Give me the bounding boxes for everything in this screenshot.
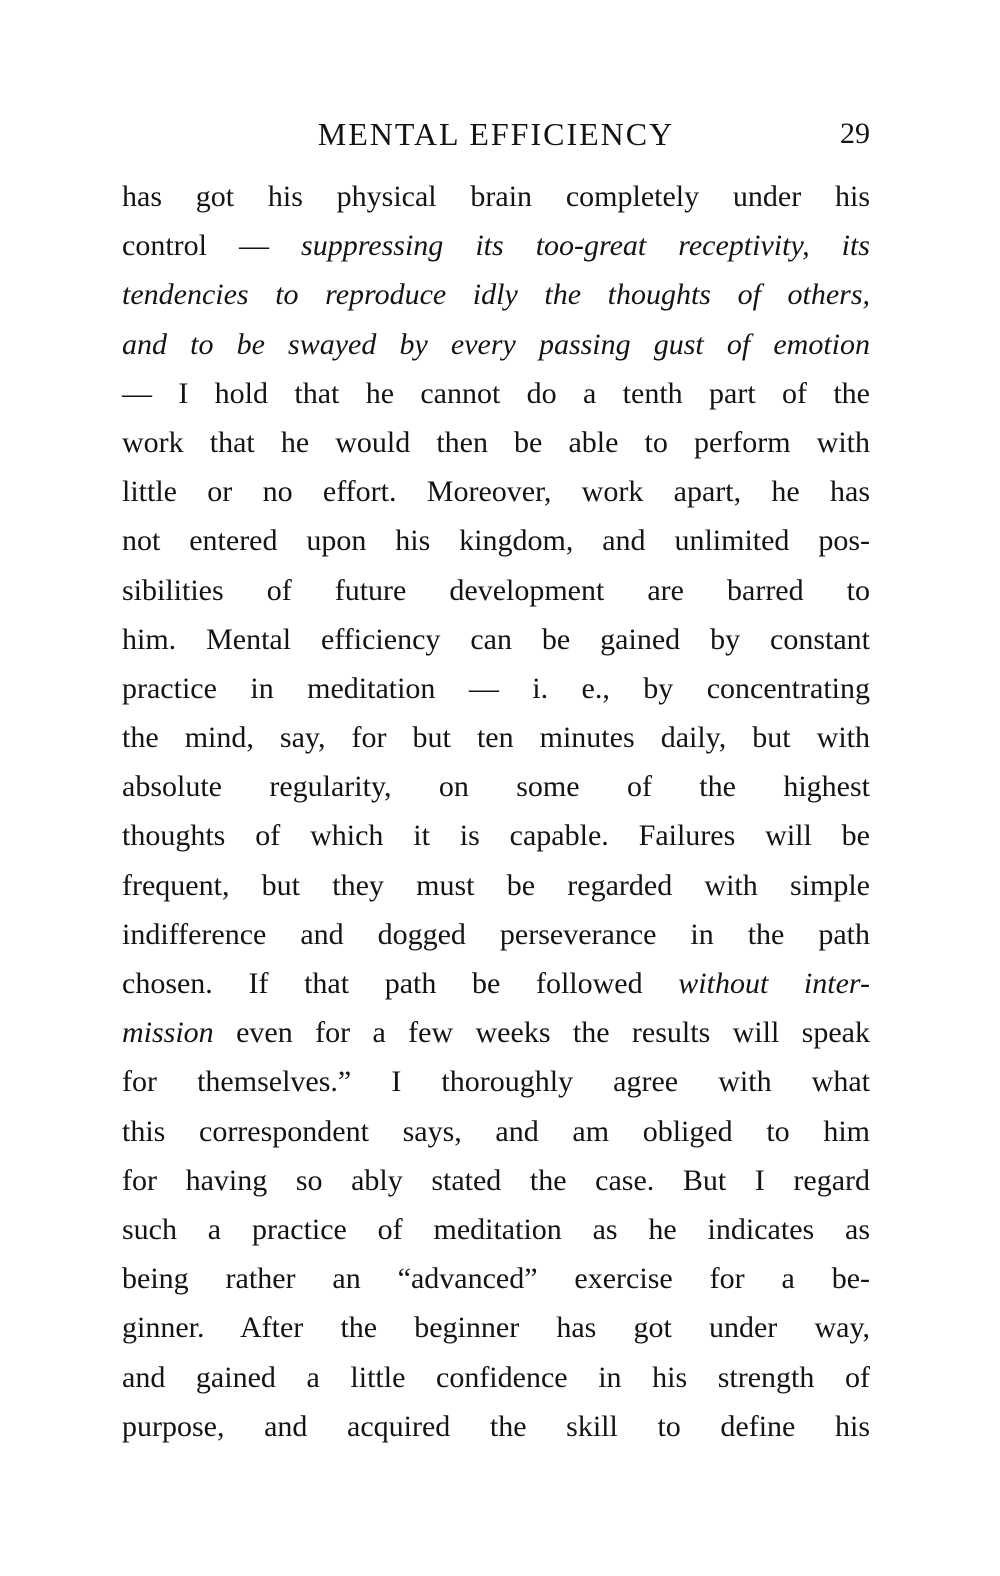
italic-text: tendencies to reproduce idly the thoughts of others, [122,278,870,312]
roman-text: and gained a little confidence in his strength of [122,1360,870,1394]
roman-text: thoughts of which it is capable. Failures will be [122,819,870,853]
text-line [122,1057,870,1106]
text-line [122,615,870,664]
roman-text: has got his physical brain completely under his [122,180,870,213]
text-line [122,762,870,811]
text-line [122,1107,870,1156]
text-line [122,516,870,565]
body-text [122,172,870,1451]
italic-text: without inter- [642,967,870,1000]
roman-text: chosen. If that path be followed [122,967,643,1000]
roman-text: frequent, but they must be regarded with simple [122,868,870,902]
roman-text: little or no effort. Moreover, work apart, he has [122,475,870,509]
roman-text: for having so ably stated the case. But I regard [122,1163,870,1197]
running-head [122,112,870,156]
roman-text: sibilities of future development are barred to [122,573,870,607]
running-title: MENTAL EFFICIENCY [317,116,675,152]
text-line [122,811,870,860]
roman-text: this correspondent says, and am obliged to him [122,1114,870,1148]
text-line [122,1008,870,1057]
text-line [122,959,870,1008]
roman-text: the mind, say, for but ten minutes daily, but with [122,721,870,755]
text-line [122,320,870,369]
text-line [122,1303,870,1352]
italic-text: mission [122,1016,214,1050]
roman-text: such a practice of meditation as he indicates as [122,1212,870,1246]
text-line [122,861,870,910]
text-line [122,172,870,221]
roman-text: practice in meditation — i. e., by concentrating [122,671,870,705]
roman-text: purpose, and acquired the skill to define his [122,1409,870,1443]
roman-text: for themselves.” I thoroughly agree with what [122,1065,870,1099]
roman-text: ginner. After the beginner has got under way, [122,1311,870,1345]
text-line [122,369,870,418]
text-line [122,664,870,713]
page-number: 29 [840,117,870,150]
roman-text: control — [122,229,270,263]
text-line [122,1156,870,1205]
roman-text: being rather an “advanced” exercise for a be- [122,1262,870,1296]
text-line [122,1353,870,1402]
text-line [122,1402,870,1451]
text-line [122,418,870,467]
text-line [122,566,870,615]
text-line [122,1254,870,1303]
roman-text: absolute regularity, on some of the highest [122,770,870,804]
roman-text: not entered upon his kingdom, and unlimited pos- [122,524,870,558]
text-line [122,270,870,319]
text-line [122,221,870,270]
roman-text: him. Mental efficiency can be gained by constant [122,622,870,656]
text-line [122,910,870,959]
italic-text: suppressing its too-great receptivity, its [269,229,870,263]
roman-text: work that he would then be able to perform with [122,425,870,459]
roman-text: indifference and dogged perseverance in the path [122,917,870,951]
text-line [122,467,870,516]
italic-text: and to be swayed by every passing gust of emotion [122,327,870,361]
text-line [122,713,870,762]
roman-text: even for a few weeks the results will speak [213,1016,870,1050]
roman-text: — I hold that he cannot do a tenth part of the [122,376,870,410]
text-line [122,1205,870,1254]
